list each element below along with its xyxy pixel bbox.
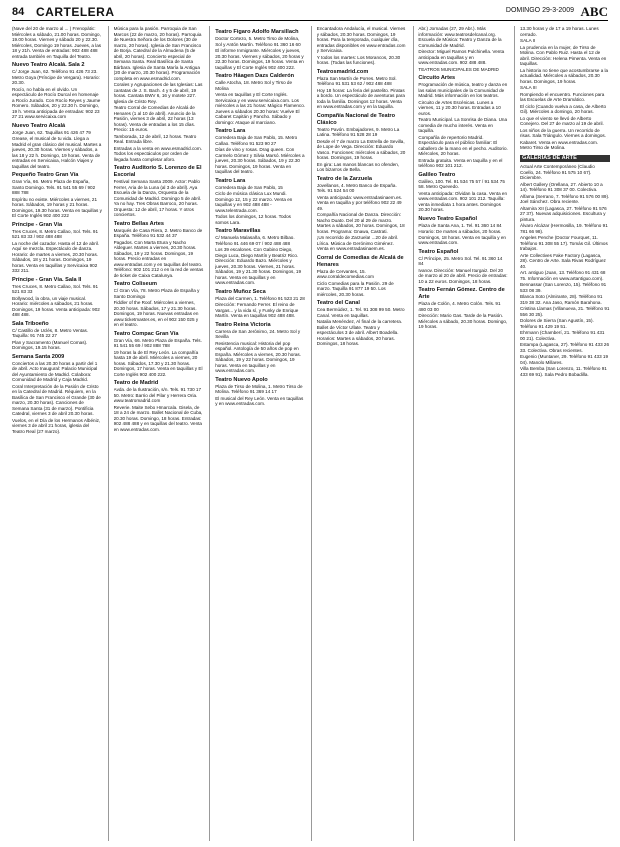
listing-text: Programación de música, teatro y danza en las salas municipales de la Comunidad de Madrid. Más información en los teatros.: [418, 82, 508, 98]
venue-heading: Príncipe - Gran Vía: [12, 221, 63, 228]
venue-heading: Teatro Reina Victoria: [215, 321, 271, 328]
listing-text: Plaza de Colón, 4. Metro Colón. Tels. 91 480 03 00: [418, 301, 501, 312]
issue-date: DOMINGO 29-3-2009: [505, 7, 574, 14]
listing-text: Alfama (Serrano, 7. Teléfono 91 576 00 89). Joel Sánchez. Obra reciente.: [520, 193, 610, 204]
venue-heading: Nuevo Teatro Español: [418, 215, 478, 222]
section-title: CARTELERA: [36, 5, 115, 19]
venue-heading: Corral de Comedias de Alcalá de Henares: [316, 254, 404, 268]
listing-text: Plaza de Tirso de Molina, 1. Metro Tirso de Molina. Teléfono 91 369 14 17: [215, 383, 303, 394]
listing-text: Dolores de Sierra (San Agustín, 15). Teléfono 91 429 19 51.: [520, 318, 594, 329]
listing-text: Desde el 7 de marzo La Estrella de Sevilla, de Lope de Vega. Dirección: Eduardo Vasco. Funciones: miércoles a sábados, 20 horas. Domingos, 19 horas.: [316, 138, 406, 160]
listing-column: [418, 26, 508, 841]
listing-text: Actual Arte Contemporáneo (Claudio Coello, 24. Teléfono 91 575 10 67). Diciembre.: [520, 164, 595, 180]
venue-heading: Teatro Häagen Dazs Calderón: [215, 73, 295, 79]
listing-text: SALA III: [520, 85, 537, 90]
listing-text: Entrada gratuita. Venta en taquilla y en el teléfono 902 101 212.: [418, 157, 503, 168]
listing-text: Grease, el musical de tu vida. Llega a Madrid el gran clásico del musical. Martes a jueves, 20.30 horas. Viernes y sábados, a las 18 y 22 h. Domingo, 19 horas. Venta de entradas en Servicaixa, Halcón Viajes y taquillas del teatro.: [12, 136, 102, 169]
listing-column: [215, 26, 305, 841]
listing-text: Bennassar (San Lorenzo, 15). Teléfono 91 533 08 39.: [520, 282, 607, 293]
listing-text: Kabaret. Venta en www.entradas.com. Metro Tirso de Molina.: [520, 139, 599, 150]
listing-text: Corales y Agrupaciones de las Iglesias: Las cantatas de J. S. Bach. 4 y 5 de abril, 19 horas. Cantata BWV 6, 16 y motete 227. Iglesia de Cristo Rey.: [113, 82, 203, 104]
listing-text: Conciertos a las 20.30 horas a partir del 1 de abril. Acto Inaugural: Palacio Municipal del Ayuntamiento de Madrid. Colabora: Comunidad de Madrid y Caja Madrid.: [12, 360, 98, 382]
listing-text: Ivanov. Dirección: Manuel Iturgaiz. Del 20 de marzo al 20 de abril. Precio de entradas: 10 a 22 euros. Domingos, 18 horas.: [418, 267, 508, 284]
listing-text: Albert Gallery (Orellana, 27. Abierto 10 a 14). Teléfono 91 308 37 00. Colectiva.: [520, 181, 603, 192]
page-header: [12, 4, 608, 21]
listing-text: El informe Inmigrante. Miércoles y jueves, 20.30 horas. Viernes y sábados, 20 horas y 22.30 horas. Domingos, 19 horas. Venta en taquillas y El Corte Inglés 902 400 222.: [215, 48, 304, 70]
venue-heading: Teatro Compac Gran Vía: [113, 330, 179, 337]
listing-text: El musical del Rey León. Venta en taquillas y en www.entradas.com.: [215, 395, 304, 406]
listing-text: Teatro Pavón. Embajadores, 9. Metro La Latina. Teléfono 91 528 28 19: [316, 126, 400, 137]
listing-text: Carrera de San Jerónimo, 24. Metro Sol y Sevilla: [215, 328, 301, 339]
listing-text: Rompiendo el encuentro. Funciones para las Escuelas de Arte Dramático.: [520, 91, 605, 102]
venue-heading: Teatro Auditorio S. Lorenzo de El Escorial: [113, 165, 202, 178]
venue-heading: Pequeño Teatro Gran Vía: [12, 172, 79, 178]
listing-text: Teatro Corral de Comedias de Alcalá de Henares (1 al 10 de abril). Anuncio de la Pasión, viernes 3 de abril, 22 horas (13 horas). Venta de entradas a los 15 días. Precio: 15 euros.: [113, 105, 196, 132]
listing-text: Plaza de Cervantes, 15. www.corraldecomedias.com: [316, 268, 374, 279]
listing-text: Cea Bermúdez, 1. Tel. 91 308 99 50. Metro Canal. Venta en taquillas.: [316, 307, 405, 318]
listing-text: Álvaro Alcázar (Hermosilla, 19. Teléfono 91 781 66 98).: [520, 223, 608, 234]
listing-text: Dirección: Mario Gas. Tarde de la Pasión. Miércoles a sábado, 20.30 horas. Domingo, 19 horas.: [418, 313, 508, 329]
column-rule: [514, 26, 515, 841]
listing-text: Angeles Penche (Doctor Fourquet, 11. Teléfono 91 308 55 17). Tomás Gil. Últimos trabajos.: [520, 235, 608, 251]
listing-text: Fiddler of the Roof. Miércoles a viernes, 20.30 horas. Sábados, 17 y 21.30 horas. Domingos, 19 horas. Nuevas entradas en www.ticketmaster.es, en el 902 150 025 y en el teatro.: [113, 300, 199, 327]
listing-column: [114, 26, 204, 841]
listing-text: 13.30 horas y de 17 a 19 horas. Lunes cerrado.: [520, 26, 599, 37]
listing-text: Resistencia musical: Historia del pop español. Antología de 50 años de pop en España. Miércoles a viernes, 20.30 horas. Sábados, 19 y 22 horas. Domingos, 19 horas. Venta en taquillas y en www.entradas.com.: [215, 340, 301, 373]
newspaper-logo: ABC: [580, 4, 608, 19]
listing-text: Ciclo de música clásica Lux Mundi. Domingo 12, 15 y 22 marzo. Venta en taquillas y en 902 488 488 - www.telentrada.com.: [215, 191, 293, 213]
listing-text: Vuelos, en el Día de los Hermanos Albéniz, viernes 3 de abril 21 horas, iglesia del Teatro Real (27 marzo).: [12, 417, 101, 434]
listing-text: Venta anticipada: Olvidan la casa. Venta en www.entradas.com. 902 101 212. Taquilla: venta inmediata 1 hora antes. Domingos 20.30 horas.: [418, 190, 508, 212]
listing-column: [520, 26, 610, 841]
listing-text: Lo que el viento se llevó de Alberto Conejero. Del 27 de marzo al 19 de abril.: [520, 115, 604, 126]
venue-heading: Teatro de la Zarzuela: [316, 175, 373, 182]
listing-text: Eugenio (Muntaner, 29. Teléfono 91 433 19 04). Manolo Millares.: [520, 354, 609, 365]
venue-heading: Teatro Lara: [215, 128, 246, 134]
column-rule: [108, 26, 109, 841]
listing-text: TEATROS MUNICIPALES DE MADRID: [418, 66, 499, 72]
venue-heading: Teatro Fernán Gómez. Centro de Arte: [418, 287, 505, 300]
column-rule: [311, 26, 312, 841]
listing-text: C/ Gran Vía, 78. Metro Plaza de España y Santo Domingo: [113, 288, 200, 299]
listing-text: Calle Atocha, 18. Metro Sol y Tirso de Molina: [215, 80, 293, 91]
listing-text: Abr.) Jornadas (27, 29 Abr.). Más información: www.teatrosdelcanal.org. Escuela de Música: Teatro y Danza de la Comunidad de Madrid.: [418, 26, 502, 48]
venue-heading: Semana Santa 2009: [12, 353, 65, 360]
listing-text: Gran Vía, 66. Metro Plaza de España. Tels. 91 541 55 69 / 902 888 788: [113, 337, 202, 348]
listing-text: Marqués de Casa Riera, 2. Metro Banco de España. Teléfono 91 532 44 37: [113, 227, 203, 238]
listing-text: Venta anticipada: www.entradasinaem.es. Venta en taquilla y por teléfono 902 22 49 49.: [316, 194, 403, 211]
venue-heading: Príncipe - Gran Vía. Sala II: [12, 276, 82, 283]
listing-text: Todos los domingos, 12 horas. Todos somos Lara.: [215, 214, 291, 225]
listing-text: 19 horas la de El Rey León. La compañía hasta 19 de abril. Miércoles a viernes, 20 horas. Sábados, 17.30 y 21.30 horas. Domingos, 17 horas. Venta en taquillas y El Corte Inglés 902 400 222.: [113, 349, 203, 377]
listing-text: En gira: Las manos blancas no ofenden, Los bizarros de Bella.: [316, 161, 400, 172]
venue-heading: Teatro Nuevo Apolo: [215, 376, 268, 383]
listing-text: Reverie. Maite Sebo Hmarcala. Gisela, de 18 a 24 de marzo. Ballet Nacional de Cuba, 20.30 horas. Domingo, 18 horas. Entradas: 902 488 488 y en taquillas del teatro. Venta en www.entradas.com.: [113, 404, 203, 432]
listing-text: Y todos los martes: Los Morancos, 20.30 horas. (Todas las funciones).: [316, 54, 401, 65]
listing-text: Tres Cruces, 8. Metro Callao, Sol. Tels. 91 521 83 33 / 902 488 488: [12, 228, 99, 239]
listing-text: Plaza San Martín de Porres. Metro Sol. Teléfono 91 531 53 62 / 902 488 488: [316, 75, 397, 86]
listing-text: Los 39 escalones. Con Gabino Diego, Diego Luca, Diego Martín y Beatriz Rico. Dirección: Eduardo Bazo. Miércoles y jueves, 20.30 horas. Viernes, 21 horas. Sábados, 19 y 21.30 horas. Domingos, 19 horas. Venta en taquillas y en www.entradas.com.: [215, 247, 301, 285]
venue-heading: Teatro Bellas Artes: [113, 220, 164, 227]
listing-column: [12, 26, 102, 841]
listing-text: C/ Castillo de Uclés, 8. Metro Ventas. Taquilla: 91 745 22 27: [12, 327, 89, 338]
listing-text: Corredera Baja de San Pablo, 15: [215, 184, 283, 190]
venue-heading: Compañía Nacional de Teatro Clásico: [316, 112, 396, 126]
listing-text: SALA II: [520, 38, 536, 43]
listing-text: La prudencia en la mujer, de Tirso de Molina. Con Pablo Ruiz. Hasta el 12 de abril. Dirección: Helena Pimenta. Venta en taquillas.: [520, 44, 607, 66]
venue-heading: Sala Triboeño: [12, 320, 49, 327]
page-number: 84: [12, 6, 25, 18]
listing-text: Galileo, 100. Tel. 91 534 75 57 / 91 534 75 58. Metro Quevedo.: [418, 178, 505, 189]
venue-heading: Teatrosmadrid.com: [316, 68, 369, 75]
listing-text: Natalia Menéndez, Al final de la carretera. Ballet de Víctor Ullate. Teatro y espectáculos 3 de abril. Albert Boadella. Horarios: Martes a sábados, 20 horas. Domingos, 18 horas.: [316, 319, 403, 346]
venue-heading: Teatro Maravillas: [215, 228, 261, 234]
venue-heading: Circuito Artes: [418, 75, 456, 81]
listing-text: Circuito de Artes Escénicas. Lunes a viernes, 11 y 20.30 horas. Entradas a 10 euros.: [418, 99, 501, 116]
venue-heading: Teatro Muñoz Seca: [215, 288, 266, 295]
listing-text: La noche del cazador. Hasta el 12 de abril. Aquí se mezcla. Espectáculo de danza. Horario: de martes a viernes, 20.30 horas. Sábados, 18 y 21 horas. Domingos, 19 horas. Venta en taquillas y Servicaixa 902 332 211.: [12, 240, 100, 273]
listing-text: Pagados. Con Marta Etura y Nacho Aldeguer. Martes a viernes, 20.30 horas. Sábados, 19 y 22 horas. Domingos, 19 horas. Precio entradas en www.entradas.com y en taquillas del teatro. Teléfono: 902 101 212 o en la red de ventas de ticket de Caixa Catalunya.: [113, 239, 204, 278]
listing-text: Plan y Sacramento (Manuel Comas). Domingos, 19.15 horas.: [12, 339, 88, 350]
listing-text: Villa Bemba (San Lorenzo, 11. Teléfono 91 433 69 91). Sala Pedro Bobadilla.: [520, 366, 607, 377]
venue-heading: Teatro de Madrid: [113, 380, 159, 386]
listing-text: Jovellanos, 4. Metro Banco de España. Tels. 91 524 54 00: [316, 182, 397, 193]
venue-heading: Teatro Español: [418, 248, 459, 255]
listing-text: Director: Miguel Ramos Pulchinella. Venta anticipada en taquillas y en www.entradas.com. 902 488 488.: [418, 49, 505, 65]
listing-text: Ciclo Comedias para la Pasión. 29 de marzo. Taquilla 91 877 19 50. Los miércoles, 20.30 horas.: [316, 280, 394, 297]
column-rule: [209, 26, 210, 841]
listing-text: El ciclo (Cuando vuelva a casa, de Alberto Gil). Miércoles a domingo, 20 horas.: [520, 103, 607, 114]
listing-text: Tamborada, 12 de abril, 12 horas. Teatro Real. Entrada libre.: [113, 133, 197, 144]
venue-heading: Teatro Coliseum: [113, 281, 158, 287]
listing-text: Horario: De martes a sábados, 20 horas. Domingos, 18 horas. Venta en taquilla y en www.entradas.com.: [418, 229, 506, 245]
listing-text: Días de vino y rosas. Drag queen. Con Carmelo Gómez y Silvia Marsó. Miércoles a jueves, 20.30 horas. Sábados, 19 y 22.30 horas. Domingos, 19 horas. Venta en taquillas del teatro.: [215, 147, 305, 174]
listing-text: Cristina Llamas (Villanueva, 21. Teléfono 91 556 30 25).: [520, 306, 610, 317]
venue-heading: Teatro del Canal: [316, 300, 360, 306]
listing-text: C/ Príncipe, 25. Metro Sol. Tel. 91 360 14 84: [418, 255, 503, 266]
listing-text: Coral Interpretación de la Pasión de Cristo en la Catedral de Madrid. Réquiem, en la Basílica de San Francisco el Grande (30 de marzo, 20.30 horas). Canciones de Semana Santa (31 de marzo). Pontificia Catedral, viernes 3 de abril 20.30 horas.: [12, 383, 101, 416]
listing-text: Entradas a la venta en www.esmadrid.com. Todos los espectáculos por orden de llegada hasta completar aforo.: [113, 145, 202, 162]
venue-heading: Teatro Figaro Adolfo Marsillach: [215, 29, 299, 35]
listing-column: [317, 26, 407, 841]
listing-text: Los niños de la guerra. Un recorrido de risas. Sala Triángulo. Viernes a domingos.: [520, 127, 606, 138]
venue-heading: Nuevo Teatro Alcalá: [12, 122, 66, 129]
listing-text: Venta en taquillas y El Corte Inglés. Servicaixa y en www.servicaixa.com. Los miércoles a las 21 horas: Mágico Flamenco. Jueves a sábados 20.30 horas: Vuelve El Cabaret Capitán y Pancho. Sábado y domingo: Ataque al marciano.: [215, 92, 306, 125]
listing-text: Art. antiguo (Juan, 13. Teléfono 91 431 68 75. Información en www.artantiguo.com).: [520, 270, 606, 281]
listing-text: ¡Un recorrido de Zarzuela! ...20 de abril. Lírica. Música de Gerónimo Giménez. Venta en www.entradasinaem.es.: [316, 235, 399, 251]
venue-heading: Nuevo Teatro Alcalá. Sala 2: [12, 62, 85, 68]
listing-text: Avda. de la Ilustración, s/n. Tels. 91 730 17 50. Metro: Barrio del Pilar y Herrera Oria. www.teatromadrid.com: [113, 387, 202, 403]
listing-text: Plaza del Carmen, 1. Teléfono 91 523 21 28: [215, 295, 305, 301]
listing-text: Teatro Municipal. La Sonrisa de Diana. Una comedia de mucho interés. Venta en taquilla.: [418, 117, 507, 133]
listing-text: Rocío, no habla en el olvido. Un espectáculo de Rocío Durcal en homenaje a Rocío Jurado. Con Rocío Reyes y Jaume Romero. Sábados, 20 y 22.30 h. Domingo, 19 h. Venta anticipada de entradas: 902 23 27 21 www.servicaixa.com: [12, 86, 101, 119]
listing-text: Gran Vía, 66. Metro Plaza de España, Santo Domingo. Tels. 91 541 55 69 / 902 888 788: [12, 179, 96, 195]
listing-text: Dirección: Fernando Ferrer. El reino de Vargas... y la vida sí, y Funky de Enrique Martín. Venta en taquillas 902 488 488.: [215, 302, 299, 318]
listing-text: Festival Semana Santa 2009. Actor: Pablo Ferrer, Aria de la Luna (al 3 de abril). Aya Escuela de la Danza, Orquesta de la Comunidad de Madrid. Domingo 5 de abril. Ya no hay. Tres Obras Barroco, 20 horas. Orquesta: 12 de abril, 17 horas. Y otros conciertos.: [113, 179, 202, 217]
listing-text: Altamira XII (Lagasca, 27. Teléfono 91 576 27 37). Nuevas adquisiciones. Escultura y pintura.: [520, 205, 607, 222]
listing-text: Estampa (Lagasca, 27). Teléfono 91 433 26 33. Colectiva. Obras recientes.: [520, 342, 610, 353]
listing-text: Blanca Soto (Almirante, 28). Teléfono 91 319 38 32. Ana Jaso, Ramón Barahona.: [520, 294, 603, 305]
listing-text: Jorge Juan, 62. Taquillas 91 426 47 79: [12, 129, 91, 135]
venue-heading: Galileo Teatro: [418, 171, 456, 178]
listing-text: Tres Cruces, 8. Metro Callao, Sol. Tels. 91 521 83 33: [12, 283, 99, 294]
listing-text: Plaza de Santa Ana, 1. Tel. 91 360 14 84: [418, 222, 502, 228]
column-rule: [413, 26, 414, 841]
listing-text: Compañía Nacional de Danza. Dirección: Nacho Duato. Del 20 al 29 de marzo. Martes a sábados, 20 horas. Domingos, 18 horas. Programa: Gnawa, Castrati.: [316, 212, 405, 234]
listing-text: C/ Jorge Juan, 62. Teléfono 91 426 73 23. Metro Goya (Príncipe de Vergara). Horario: 20.30.: [12, 69, 100, 85]
listing-text: (Nave del 20 de marzo al ... ) Frenopàtic: Miércoles a sábado, 21.00 horas. Domingo, 19.00 horas. Viernes y sábado 20 y 22.30. Miércoles, Domingo 19 horas. Jueves, a las 18 y 21h. Venta de entradas: 902 488 488 entrada también en Taquilla del Teatro.: [12, 26, 102, 59]
listing-text: Arte Collectives Fake Factory (Lagasca, 28). Centro de Arte. Sala Rivas Rodríguez 40.: [520, 252, 606, 269]
listing-text: Doctor Cortezo, 5. Metro Tirso de Molina, Sol y Antón Martín. Teléfono 91 360 16 60: [215, 36, 301, 47]
listings-columns: [12, 26, 610, 841]
listing-text: Bollywood, la obra, un viaje musical. Horario: miércoles a sábados, 21 horas. Domingos, 19 horas. Venta anticipada: 902 488 488.: [12, 295, 100, 317]
listing-text: Compañía de repertorio Madrid. Espectáculo para el público familiar: El caballero de la mano en el pecho. Auditorio. Miércoles, 20 horas.: [418, 134, 508, 156]
listing-text: La historia no tiene que acostumbrarse a la actualidad. Miércoles a sábados, 20.30 horas. Domingos, 19 horas.: [520, 67, 609, 84]
listing-text: Encantadora Andalucía, el musical. Viernes y sábados, 20.30 horas. Domingos, 19 horas. Para la temporada, cualquier día, entradas disponibles en www.entradas.com y Servicaixa.: [316, 26, 406, 53]
listing-text: Espíritu no existe. Miércoles a viernes, 21 horas. Sábados, 19 horas y 21 horas. Domingos, 19.30 horas. Venta en taquillas y El Corte Inglés 902 400 222: [12, 196, 102, 218]
listing-text: Ehrmann (Chamberí, 21. Teléfono 91 431 00 21). Colectiva.: [520, 330, 605, 341]
listing-text: Corredera Baja de San Pablo, 15. Metro Callao. Teléfono 91 523 90 27: [215, 135, 298, 146]
listing-text: Música para la pasión. Parroquia de San Marcos (22 de marzo, 20 horas). Parroquia de Nuestra Señora de los Dolores (30 de marzo, 20 horas). Iglesia de San Francisco de Borja. Catedral de la Almudena (5 de abril, 20 horas). Concierto especial de Semana Santa. Real Basílica de Santa Bárbara. Iglesia de Santa María la Antigua (20 de marzo, 20.30 horas). Programación completa en www.esmadrid.com.: [113, 26, 202, 81]
section-heading: GALERÍAS DE ARTE: [520, 155, 610, 163]
venue-heading: Teatro Lara: [215, 177, 246, 184]
listing-text: Hoy 18 horas: La feria del pastelito. Piratas a bordo. Un espectáculo de aventuras para toda la familia. Domingos 12 horas. Venta en www.entradas.com y en la taquilla.: [316, 87, 405, 109]
listing-text: C/ Manuela Malasaña, 6. Metro Bilbao. Teléfono 91 446 69 07 / 902 488 488: [215, 235, 295, 246]
